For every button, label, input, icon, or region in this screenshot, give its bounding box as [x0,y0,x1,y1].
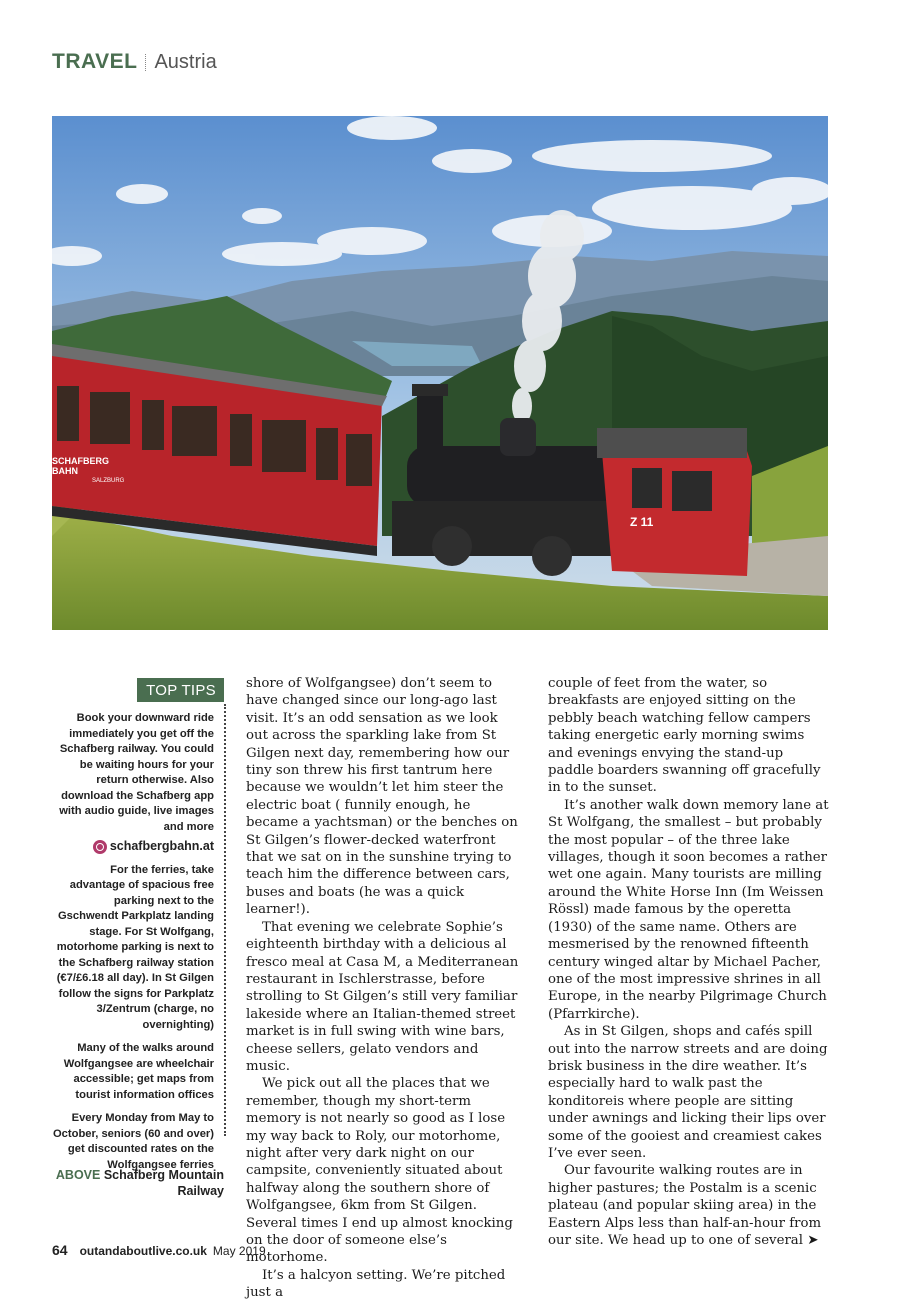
top-tips-box [52,711,214,1181]
col2-paragraph-4 [548,1162,830,1249]
schafberg-logo-icon [93,840,107,854]
tip-4: Every Monday from May to October, seniors (60 and over) get discounted rates on the Wolfgangsee ferries [52,1112,214,1171]
photo-caption [52,1167,224,1199]
website-line [52,839,214,855]
website-link[interactable]: schafbergbahn.at [109,839,214,853]
continue-arrow-icon: ➤ [807,1233,819,1248]
article-column-1 [246,675,522,1302]
col2-paragraph-1: couple of feet from the water, so breakfasts are enjoyed sitting on the pebbly beach watching fellow campers taking energetic early morning swims and evenings envying the stand-up paddle boarders swanning off gracefully in to the sunset. [548,676,821,796]
col2-paragraph-3: As in St Gilgen, shops and cafés spill out into the narrow streets and are doing brisk business in the dire weather. It’s especially hard to walk past the konditoreis where people are sitting under awnings and licking their lips over some of the gooiest and creamiest cakes I’ve ever seen. [548,1024,828,1161]
tip-2: For the ferries, take advantage of spacious free parking next to the Gschwendt Parkplatz landing stage. For St Wolfgang, motorhome parking is next to the Schafberg railway station (€7/£6.18 all day). In St Gilgen follow the signs for Parkplatz 3/Zentrum (charge, no overnighting) [56,863,214,1031]
section-label: TRAVEL [52,50,138,73]
page-footer [52,1242,266,1258]
col1-paragraph-3: We pick out all the places that we remember, though my short-term memory is not nearly so good as I lose my way back to Roly, our motorhome, night after very dark night on our campsite, conveniently situated about halfway along the southern shore of Wolfgangsee, 6km from St Gilgen. Several times I end up almost knocking on the door of someone else’s motorhome. [246,1076,513,1266]
loco-number: Z 11 [630,515,654,529]
subsection-label: Austria [154,50,217,73]
main-photo [52,116,828,630]
col2-paragraph-4-text: Our favourite walking routes are in higher pastures; the Postalm is a scenic plateau (and popular skiing area) in the Eastern Alps less than half-an-hour from our site. We head up to one of several [548,1163,822,1248]
tips-divider [224,704,226,1136]
col1-paragraph-1: shore of Wolfgangsee) don’t seem to have changed since our long-ago last visit. It’s an odd sensation as we look out across the sparkling lake from St Gilgen next day, remembering how our tiny son threw his first tantrum here because we wouldn’t let him steer the electric boat ( funnily enough, he became a yachtsman) or the benches on St Gilgen’s flower-decked waterfront that we sat on in the sunshine trying to teach him the difference between cars, buses and boats (he was a quick learner!). [246,676,518,918]
header-divider [145,54,147,71]
page-number: 64 [52,1242,68,1258]
col1-paragraph-2: That evening we celebrate Sophie’s eighteenth birthday with a delicious al fresco meal at Casa M, a Mediterranean restaurant in Ischlerstrasse, before strolling to St Gilgen’s still very familiar lakeside where an Italian-themed street market is in full swing with wine bars, cheese sellers, gelato vendors and music. [246,919,519,1074]
car-logo-text-2: BAHN [52,466,78,476]
col1-paragraph-4: It’s a halcyon setting. We’re pitched just a [246,1267,506,1301]
tip-3: Many of the walks around Wolfgangsee are wheelchair accessible; get maps from tourist information offices [63,1042,214,1101]
railway-photo-illustration [52,116,828,630]
caption-text: Schafberg Mountain Railway [103,1168,224,1198]
col2-paragraph-2: It’s another walk down memory lane at St Wolfgang, the smallest – but probably the most popular – of the three lake villages, though it soon becomes a rather wet one again. Many tourists are milling around the White Horse Inn (Im Weissen Rössl) made famous by the operetta (1930) of the same name. Others are mesmerised by the renowned fifteenth century winged altar by Michael Pacher, one of the most impressive shrines in all Europe, in the nearby Pilgrimage Church (Pfarrkirche). [548,797,829,1022]
top-tips-title: TOP TIPS [137,678,224,702]
footer-website[interactable]: outandaboutlive.co.uk [79,1244,207,1258]
car-logo-text-1: SCHAFBERG [52,456,110,466]
car-logo-text-3: SALZBURG [92,478,125,484]
tip-1: Book your downward ride immediately you get off the Schafberg railway. You could be waiting hours for your return otherwise. Also download the Schafberg app with audio guide, live images and more [59,712,214,833]
article-column-2 [548,675,830,1249]
caption-label: ABOVE [55,1168,101,1182]
section-header [52,50,217,74]
issue-date: May 2019 [212,1244,266,1258]
